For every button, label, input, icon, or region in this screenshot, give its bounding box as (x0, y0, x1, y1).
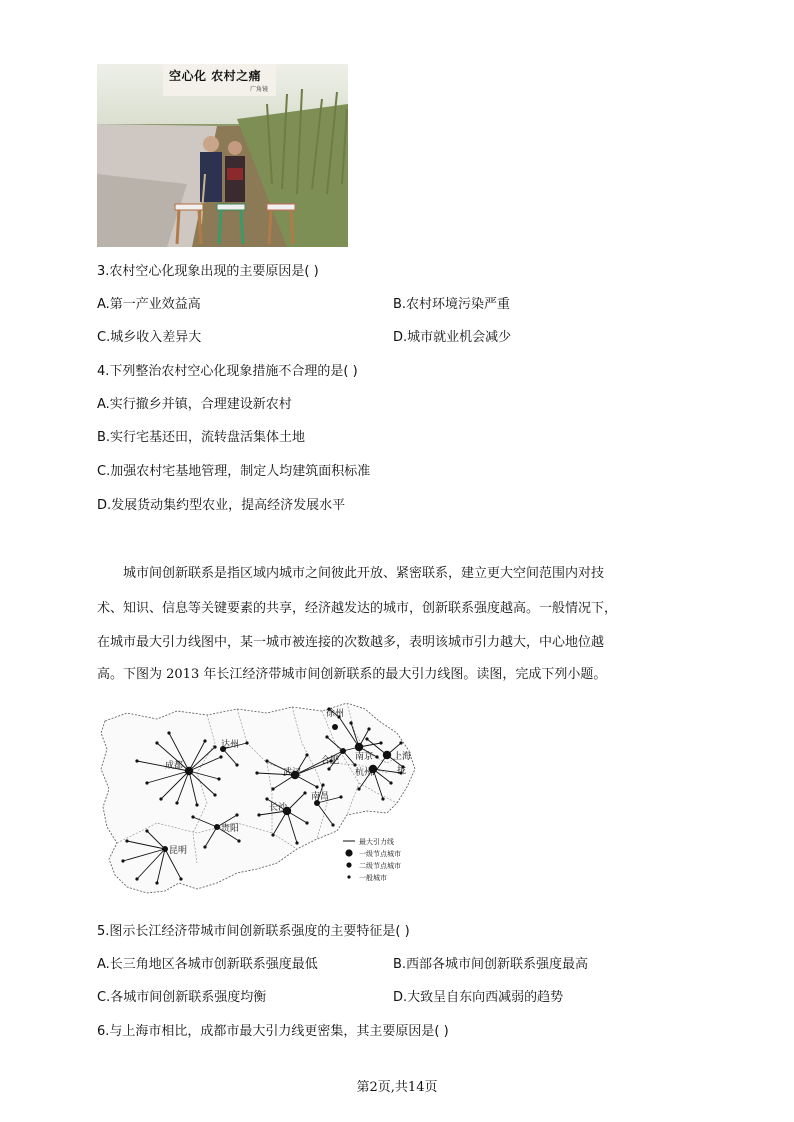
legend-gravity-line: 最大引力线 (359, 838, 394, 846)
node-guiyang (214, 824, 220, 830)
passage-line-4: 高。下图为 2013 年长江经济带城市间创新联系的最大引力线图。读图，完成下列小题。 (97, 667, 607, 682)
question-5-stem: 5.图示长江经济带城市间创新联系强度的主要特征是( ) (97, 924, 410, 939)
node-xuzhou (332, 724, 338, 730)
label-dazhou: 达州 (221, 740, 240, 750)
question-3-option-d: D.城市就业机会减少 (393, 330, 512, 345)
legend-second-node: 二级节点城市 (359, 862, 401, 870)
label-hefei: 合肥 (321, 756, 340, 766)
page-footer: 第2页,共14页 (356, 1080, 438, 1095)
legend-first-node: 一级节点城市 (359, 850, 401, 858)
question-5-option-b: B.西部各城市间创新联系强度最高 (393, 957, 589, 972)
question-5-option-a: A.长三角地区各城市创新联系强度最低 (97, 957, 318, 972)
question-3-option-b: B.农村环境污染严重 (393, 297, 511, 312)
question-4-stem: 4.下列整治农村空心化现象措施不合理的是( ) (97, 364, 358, 379)
question-6-stem: 6.与上海市相比，成都市最大引力线更密集，其主要原因是( ) (97, 1024, 449, 1039)
question-5-option-d: D.大致呈自东向西减弱的趋势 (393, 990, 564, 1005)
question-5-option-c: C.各城市间创新联系强度均衡 (97, 990, 267, 1005)
label-xuzhou: 徐州 (326, 709, 345, 719)
passage-line-2: 术、知识、信息等关键要素的共享，经济越发达的城市，创新联系强度越高。一般情况下， (97, 601, 618, 616)
yangtze-gravity-map (97, 703, 418, 900)
question-4-option-b: B.实行宅基还田，流转盘活集体土地 (97, 430, 306, 445)
label-hangzhou: 杭州 (355, 768, 374, 778)
question-4-option-a: A.实行撤乡并镇，合理建设新农村 (97, 397, 292, 412)
label-nanchang: 南昌 (311, 792, 330, 802)
label-changsha: 长沙 (269, 803, 288, 813)
label-hang-partial: 拢 (397, 766, 407, 776)
node-nanjing (355, 743, 363, 751)
node-shanghai (383, 751, 391, 759)
label-nanjing: 南京 (355, 752, 374, 762)
photo-banner (163, 64, 276, 96)
label-guiyang: 贵阳 (221, 824, 240, 834)
label-wuhan: 武汉 (283, 768, 302, 778)
question-3-option-c: C.城乡收入差异大 (97, 330, 202, 345)
node-hefei (340, 748, 346, 754)
label-shanghai: 上海 (393, 752, 412, 762)
legend-general-city: 一般城市 (359, 874, 387, 882)
passage-line-1: 城市间创新联系是指区域内城市之间彼此开放、紧密联系，建立更大空间范围内对技 (123, 566, 605, 581)
question-3-stem: 3.农村空心化现象出现的主要原因是( ) (97, 264, 319, 279)
label-kunming: 昆明 (169, 846, 188, 856)
question-4-option-d: D.发展货动集约型农业，提高经济发展水平 (97, 498, 346, 513)
node-kunming (162, 846, 168, 852)
photo-source-logo: 广角镜 (249, 86, 268, 93)
map-legend (343, 837, 401, 882)
label-chengdu: 成都 (165, 761, 184, 771)
question-3-option-a: A.第一产业效益高 (97, 297, 201, 312)
passage-line-3: 在城市最大引力线图中，某一城市被连接的次数越多，表明该城市引力越大，中心地位越 (97, 635, 605, 650)
question-4-option-c: C.加强农村宅基地管理，制定人均建筑面积标准 (97, 464, 371, 479)
photo-title: 空心化 农村之痛 (169, 69, 262, 83)
rural-hollowing-photo (97, 64, 348, 247)
node-chengdu (185, 767, 193, 775)
